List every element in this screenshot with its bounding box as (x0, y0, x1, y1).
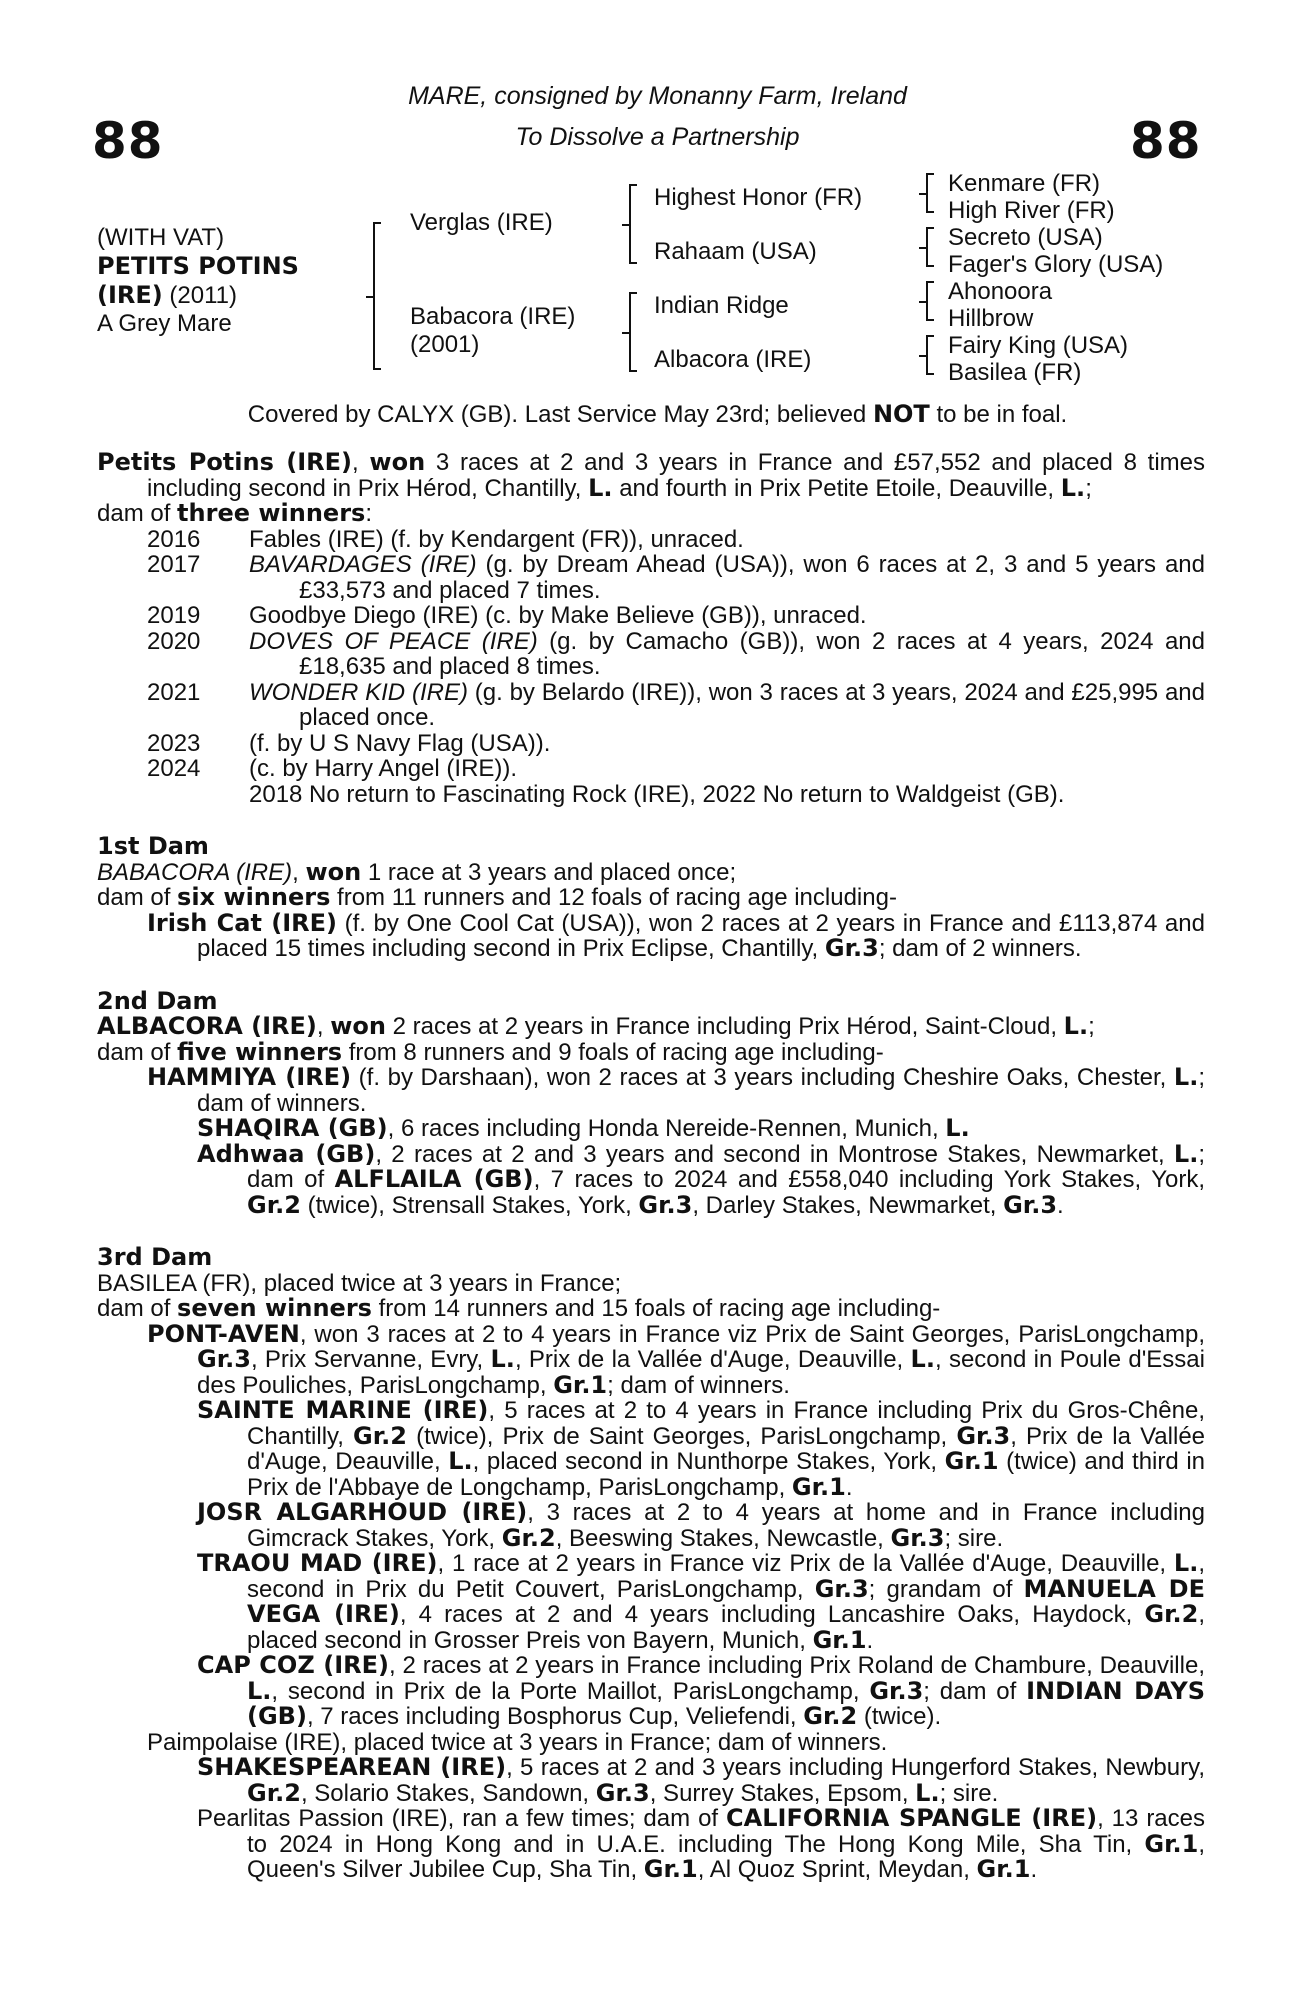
bracket-tick (919, 193, 927, 195)
covered-line: Covered by CALYX (GB). Last Service May 23rd; believed NOT to be in foal. (247, 400, 1068, 428)
foal-row: 2016 Fables (IRE) (f. by Kendargent (FR)), unraced. (147, 525, 744, 553)
horse-name: PETITS POTINS (97, 252, 299, 280)
sale-reason-line: To Dissolve a Partnership (515, 123, 800, 151)
foal-row: 2024 (c. by Harry Angel (IRE)). (147, 755, 518, 782)
third-dam-entry: Pearlitas Passion (IRE), ran a few times; dam of CALIFORNIA SPANGLE (IRE), 13 races to 2024 in Hong Kong and in U.A.E. including The Hong Kong Mile, Sha Tin, Gr.1, Queen's Silver Jubilee Cup, Sha Tin, Gr.1, Al Quoz Sprint, Meydan, Gr.1. (197, 1804, 1206, 1883)
bracket-tick (366, 296, 374, 298)
ped-sdd: Fager's Glory (USA) (948, 251, 1164, 278)
dam-dam: Albacora (IRE) (654, 346, 812, 373)
horse-year: (2011) (162, 282, 238, 309)
ped-dds: Fairy King (USA) (948, 332, 1129, 359)
second-dam-heading: 2nd Dam (97, 986, 218, 1015)
first-dam-heading: 1st Dam (97, 832, 209, 860)
ped-dss: Ahonoora (948, 278, 1053, 305)
foal-row: 2020 DOVES OF PEACE (IRE) (g. by Camacho (GB)), won 2 races at 4 years, 2024 and £18,635 and placed 8 times. (147, 627, 1205, 680)
horse-description: A Grey Mare (97, 310, 232, 337)
second-dam-entry: HAMMIYA (IRE) (f. by Darshaan), won 2 races at 3 years including Cheshire Oaks, Chester, L.; dam of winners. (147, 1063, 1206, 1117)
foal-row: 2021 WONDER KID (IRE) (g. by Belardo (IRE)), won 3 races at 3 years, 2024 and £25,995 and placed once. (147, 678, 1206, 731)
sire: Verglas (IRE) (410, 209, 553, 236)
second-dam-line: ALBACORA (IRE), won 2 races at 2 years in France including Prix Hérod, Saint-Cloud, L.; (97, 1012, 1095, 1040)
horse-country: (IRE) (97, 281, 163, 309)
third-dam-entry: CAP COZ (IRE), 2 races at 2 years in France including Prix Roland de Chambure, Deauville, L., second in Prix de la Porte Maillot, ParisLongchamp, Gr.3; dam of INDIAN DAYS (GB), 7 races including Bosphorus Cup, Veliefendi, Gr.2 (twice). (197, 1651, 1206, 1730)
third-dam-entry: Paimpolaise (IRE), placed twice at 3 years in France; dam of winners. (147, 1728, 888, 1756)
lot-number-left: 88 (92, 112, 164, 170)
bracket-tick (622, 224, 630, 226)
second-dam-entry: SHAQIRA (GB), 6 races including Honda Nereide-Rennen, Munich, L. (197, 1114, 970, 1142)
second-dam-entry: Adhwaa (GB), 2 races at 2 and 3 years and second in Montrose Stakes, Newmarket, L.; dam of ALFLAILA (GB), 7 races to 2024 and £558,040 including York Stakes, York, Gr.2 (twice), Strensall Stakes, York, Gr.3, Darley Stakes, Newmarket, Gr.3. (197, 1139, 1206, 1219)
foal-row: 2019 Goodbye Diego (IRE) (c. by Make Believe (GB)), unraced. (147, 602, 867, 629)
second-dam-of-line: dam of five winners from 8 runners and 9 foals of racing age including- (97, 1037, 884, 1066)
third-dam-of-line: dam of seven winners from 14 runners and 15 foals of racing age including- (97, 1294, 941, 1322)
produce-summary: Petits Potins (IRE), won 3 races at 2 and 3 years in France and £57,552 and placed 8 times including second in Prix Hérod, Chantilly, L. and fourth in Prix Petite Etoile, Deauville, L.; (97, 448, 1205, 502)
third-dam-entry: SHAKESPEAREAN (IRE), 5 races at 2 and 3 years including Hungerford Stakes, Newbury, Gr.2, Solario Stakes, Sandown, Gr.3, Surrey Stakes, Epsom, L.; sire. (197, 1753, 1206, 1807)
bracket-tick (919, 247, 927, 249)
third-dam-heading: 3rd Dam (97, 1243, 213, 1271)
not-emphasis: NOT (872, 400, 930, 428)
ped-ssd: High River (FR) (948, 197, 1115, 224)
first-dam-line: BABACORA (IRE), won 1 race at 3 years and placed once; (97, 857, 737, 886)
bracket-tick (919, 355, 927, 357)
consignment-line: MARE, consigned by Monanny Farm, Ireland (408, 82, 907, 110)
third-dam-entry: TRAOU MAD (IRE), 1 race at 2 years in France viz Prix de la Vallée d'Auge, Deauville, L., second in Prix du Petit Couvert, ParisLongchamp, Gr.3; grandam of MANUELA DE VEGA (IRE), 4 races at 2 and 4 years including Lancashire Oaks, Haydock, Gr.2, placed second in Grosser Preis von Bayern, Munich, Gr.1. (197, 1549, 1206, 1654)
horse-block (97, 224, 299, 338)
ped-sss: Kenmare (FR) (948, 170, 1101, 197)
first-dam-of-line: dam of six winners from 11 runners and 12 foals of racing age including- (97, 883, 897, 911)
foal-row: 2017 BAVARDAGES (IRE) (g. by Dream Ahead (USA)), won 6 races at 2, 3 and 5 years and £33,573 and placed 7 times. (147, 551, 1205, 604)
foal-row: 2023 (f. by U S Navy Flag (USA)). (147, 729, 551, 757)
bracket-tick (622, 332, 630, 334)
no-return-line: 2018 No return to Fascinating Rock (IRE), 2022 No return to Waldgeist (GB). (249, 780, 1065, 808)
first-dam-entry: Irish Cat (IRE) (f. by One Cool Cat (USA)), won 2 races at 2 years in France and £113,874 and placed 15 times including second in Prix Eclipse, Chantilly, Gr.3; dam of 2 winners. (147, 908, 1205, 962)
ped-dsd: Hillbrow (948, 305, 1034, 332)
dam-year: (2001) (410, 331, 480, 358)
ped-ddd: Basilea (FR) (948, 359, 1082, 386)
third-dam-entry: JOSR ALGARHOUD (IRE), 3 races at 2 to 4 years at home and in France including Gimcrack Stakes, York, Gr.2, Beeswing Stakes, Newcastle, Gr.3; sire. (197, 1498, 1205, 1552)
third-dam-entry: PONT-AVEN, won 3 races at 2 to 4 years in France viz Prix de Saint Georges, ParisLongchamp, Gr.3, Prix Servanne, Evry, L., Prix de la Vallée d'Auge, Deauville, L., second in Poule d'Essai des Pouliches, ParisLongchamp, Gr.1; dam of winners. (147, 1319, 1205, 1399)
sire-dam: Rahaam (USA) (654, 238, 817, 265)
third-dam-line: BASILEA (FR), placed twice at 3 years in France; (97, 1269, 622, 1297)
catalogue-body (97, 450, 1205, 1883)
dam-sire: Indian Ridge (654, 292, 789, 319)
dam: Babacora (IRE) (410, 303, 576, 330)
vat-label: (WITH VAT) (97, 224, 225, 251)
dam-of-line: dam of three winners: (97, 499, 372, 527)
ped-sds: Secreto (USA) (948, 224, 1103, 251)
bracket-tick (919, 301, 927, 303)
sire-sire: Highest Honor (FR) (654, 184, 863, 211)
third-dam-entry: SAINTE MARINE (IRE), 5 races at 2 to 4 years in France including Prix du Gros-Chêne, Chantilly, Gr.2 (twice), Prix de Saint Georges, ParisLongchamp, Gr.3, Prix de la Vallée d'Auge, Deauville, L., placed second in Nunthorpe Stakes, York, Gr.1 (twice) and third in Prix de l'Abbaye de Longchamp, ParisLongchamp, Gr.1. (197, 1396, 1206, 1501)
lot-number-right: 88 (1130, 112, 1202, 170)
